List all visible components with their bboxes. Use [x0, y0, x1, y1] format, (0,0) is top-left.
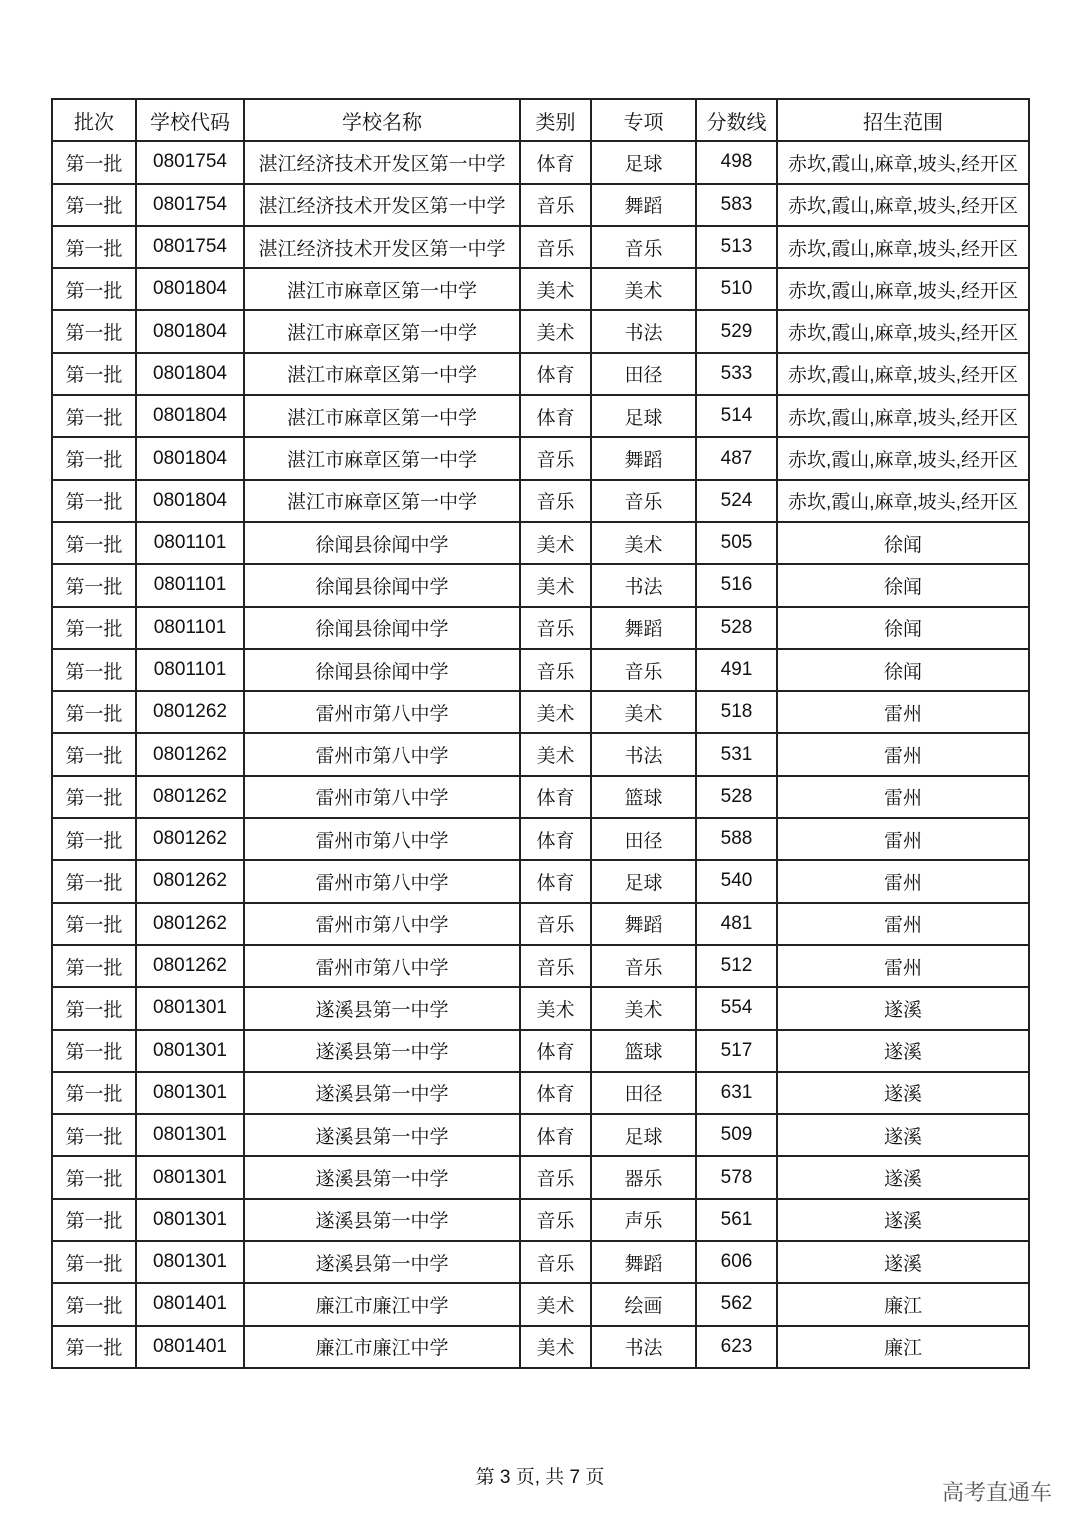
- cell-category: 音乐: [520, 945, 591, 987]
- header-enrollment-area: 招生范围: [777, 99, 1029, 141]
- cell-enrollment-area: 赤坎,霞山,麻章,坡头,经开区: [777, 480, 1029, 522]
- table-row: [52, 607, 1029, 649]
- cell-category: 音乐: [520, 607, 591, 649]
- cell-enrollment-area: 赤坎,霞山,麻章,坡头,经开区: [777, 353, 1029, 395]
- cell-school-code: 0801401: [136, 1283, 244, 1325]
- page-number: 第 3 页, 共 7 页: [475, 1467, 605, 1488]
- cell-enrollment-area: 赤坎,霞山,麻章,坡头,经开区: [777, 268, 1029, 310]
- cell-specialty: 音乐: [591, 945, 696, 987]
- cell-enrollment-area: 赤坎,霞山,麻章,坡头,经开区: [777, 310, 1029, 352]
- cell-score-line: 510: [696, 268, 777, 310]
- cell-enrollment-area: 雷州: [777, 776, 1029, 818]
- cell-score-line: 562: [696, 1283, 777, 1325]
- cell-enrollment-area: 遂溪: [777, 987, 1029, 1029]
- table-row: [52, 564, 1029, 606]
- cell-enrollment-area: 徐闻: [777, 522, 1029, 564]
- cell-school-name: 雷州市第八中学: [244, 945, 520, 987]
- cell-school-code: 0801401: [136, 1326, 244, 1368]
- cell-batch: 第一批: [52, 987, 136, 1029]
- cell-category: 音乐: [520, 226, 591, 268]
- table-row: [52, 395, 1029, 437]
- cell-category: 体育: [520, 1072, 591, 1114]
- table-row: [52, 691, 1029, 733]
- cell-school-name: 湛江市麻章区第一中学: [244, 310, 520, 352]
- cell-score-line: 588: [696, 818, 777, 860]
- cell-specialty: 足球: [591, 395, 696, 437]
- cell-batch: 第一批: [52, 607, 136, 649]
- cell-batch: 第一批: [52, 860, 136, 902]
- table-row: [52, 1114, 1029, 1156]
- cell-school-name: 徐闻县徐闻中学: [244, 649, 520, 691]
- cell-school-name: 湛江市麻章区第一中学: [244, 353, 520, 395]
- table-row: [52, 1326, 1029, 1368]
- table-row: [52, 268, 1029, 310]
- header-specialty: 专项: [591, 99, 696, 141]
- cell-school-name: 湛江经济技术开发区第一中学: [244, 184, 520, 226]
- cell-specialty: 舞蹈: [591, 607, 696, 649]
- cell-batch: 第一批: [52, 522, 136, 564]
- cell-score-line: 505: [696, 522, 777, 564]
- cell-school-code: 0801804: [136, 310, 244, 352]
- cell-specialty: 书法: [591, 564, 696, 606]
- table-row: [52, 1156, 1029, 1198]
- cell-category: 体育: [520, 818, 591, 860]
- cell-specialty: 田径: [591, 1072, 696, 1114]
- table-row: [52, 987, 1029, 1029]
- cell-batch: 第一批: [52, 141, 136, 183]
- cell-enrollment-area: 徐闻: [777, 607, 1029, 649]
- cell-category: 体育: [520, 141, 591, 183]
- cell-score-line: 606: [696, 1241, 777, 1283]
- cell-specialty: 舞蹈: [591, 437, 696, 479]
- cell-batch: 第一批: [52, 1199, 136, 1241]
- cell-school-name: 湛江市麻章区第一中学: [244, 395, 520, 437]
- cell-school-name: 遂溪县第一中学: [244, 1072, 520, 1114]
- cell-school-name: 湛江市麻章区第一中学: [244, 437, 520, 479]
- cell-school-code: 0801804: [136, 268, 244, 310]
- cell-category: 美术: [520, 1283, 591, 1325]
- cell-score-line: 528: [696, 607, 777, 649]
- header-batch: 批次: [52, 99, 136, 141]
- table-row: [52, 1283, 1029, 1325]
- header-school-code: 学校代码: [136, 99, 244, 141]
- table-row: [52, 903, 1029, 945]
- cell-specialty: 田径: [591, 818, 696, 860]
- cell-school-name: 徐闻县徐闻中学: [244, 564, 520, 606]
- cell-school-code: 0801262: [136, 733, 244, 775]
- cell-specialty: 篮球: [591, 1030, 696, 1072]
- cell-score-line: 518: [696, 691, 777, 733]
- cell-school-code: 0801301: [136, 1156, 244, 1198]
- cell-enrollment-area: 雷州: [777, 945, 1029, 987]
- cell-school-code: 0801262: [136, 860, 244, 902]
- table-row: [52, 310, 1029, 352]
- cell-school-code: 0801754: [136, 141, 244, 183]
- cell-enrollment-area: 徐闻: [777, 564, 1029, 606]
- cell-school-name: 雷州市第八中学: [244, 903, 520, 945]
- cell-specialty: 绘画: [591, 1283, 696, 1325]
- cell-score-line: 517: [696, 1030, 777, 1072]
- cell-score-line: 631: [696, 1072, 777, 1114]
- table-row: [52, 818, 1029, 860]
- cell-batch: 第一批: [52, 480, 136, 522]
- cell-score-line: 623: [696, 1326, 777, 1368]
- cell-category: 音乐: [520, 1241, 591, 1283]
- cell-batch: 第一批: [52, 395, 136, 437]
- table-row: [52, 1199, 1029, 1241]
- cell-score-line: 528: [696, 776, 777, 818]
- table-row: [52, 776, 1029, 818]
- table-header-row: [52, 99, 1029, 141]
- cell-specialty: 舞蹈: [591, 903, 696, 945]
- cell-school-code: 0801101: [136, 564, 244, 606]
- cell-batch: 第一批: [52, 564, 136, 606]
- cell-score-line: 533: [696, 353, 777, 395]
- cell-specialty: 音乐: [591, 480, 696, 522]
- cell-school-name: 湛江市麻章区第一中学: [244, 268, 520, 310]
- cell-enrollment-area: 遂溪: [777, 1156, 1029, 1198]
- cell-category: 体育: [520, 1030, 591, 1072]
- cell-category: 音乐: [520, 1199, 591, 1241]
- cell-school-name: 雷州市第八中学: [244, 860, 520, 902]
- table-row: [52, 522, 1029, 564]
- cell-specialty: 美术: [591, 691, 696, 733]
- cell-school-code: 0801301: [136, 1114, 244, 1156]
- cell-school-code: 0801804: [136, 353, 244, 395]
- cell-enrollment-area: 廉江: [777, 1326, 1029, 1368]
- cell-school-name: 湛江经济技术开发区第一中学: [244, 141, 520, 183]
- cell-category: 体育: [520, 860, 591, 902]
- cell-score-line: 514: [696, 395, 777, 437]
- cell-batch: 第一批: [52, 268, 136, 310]
- cell-school-name: 遂溪县第一中学: [244, 1114, 520, 1156]
- cell-school-name: 廉江市廉江中学: [244, 1326, 520, 1368]
- cell-school-name: 徐闻县徐闻中学: [244, 607, 520, 649]
- cell-enrollment-area: 雷州: [777, 860, 1029, 902]
- cell-school-code: 0801101: [136, 522, 244, 564]
- cell-school-name: 雷州市第八中学: [244, 691, 520, 733]
- cell-score-line: 561: [696, 1199, 777, 1241]
- cell-school-code: 0801754: [136, 226, 244, 268]
- cell-enrollment-area: 赤坎,霞山,麻章,坡头,经开区: [777, 395, 1029, 437]
- cell-score-line: 529: [696, 310, 777, 352]
- cell-enrollment-area: 雷州: [777, 818, 1029, 860]
- header-category: 类别: [520, 99, 591, 141]
- cell-specialty: 音乐: [591, 226, 696, 268]
- cell-specialty: 田径: [591, 353, 696, 395]
- cell-score-line: 513: [696, 226, 777, 268]
- cell-specialty: 足球: [591, 860, 696, 902]
- table-row: [52, 437, 1029, 479]
- cell-batch: 第一批: [52, 1030, 136, 1072]
- cell-school-name: 遂溪县第一中学: [244, 1199, 520, 1241]
- cell-batch: 第一批: [52, 818, 136, 860]
- header-school-name: 学校名称: [244, 99, 520, 141]
- cell-score-line: 554: [696, 987, 777, 1029]
- table-row: [52, 945, 1029, 987]
- header-score-line: 分数线: [696, 99, 777, 141]
- cell-enrollment-area: 廉江: [777, 1283, 1029, 1325]
- cell-score-line: 540: [696, 860, 777, 902]
- table-row: [52, 649, 1029, 691]
- cell-category: 美术: [520, 564, 591, 606]
- cell-category: 美术: [520, 987, 591, 1029]
- cell-school-code: 0801301: [136, 1241, 244, 1283]
- cell-batch: 第一批: [52, 733, 136, 775]
- cell-school-name: 遂溪县第一中学: [244, 987, 520, 1029]
- cell-school-code: 0801301: [136, 1030, 244, 1072]
- cell-batch: 第一批: [52, 903, 136, 945]
- table-row: [52, 733, 1029, 775]
- cell-enrollment-area: 遂溪: [777, 1114, 1029, 1156]
- cell-score-line: 516: [696, 564, 777, 606]
- cell-school-name: 雷州市第八中学: [244, 776, 520, 818]
- cell-category: 美术: [520, 1326, 591, 1368]
- cell-batch: 第一批: [52, 649, 136, 691]
- cell-category: 音乐: [520, 480, 591, 522]
- cell-specialty: 美术: [591, 987, 696, 1029]
- cell-specialty: 舞蹈: [591, 184, 696, 226]
- cell-score-line: 524: [696, 480, 777, 522]
- cell-score-line: 481: [696, 903, 777, 945]
- cell-score-line: 509: [696, 1114, 777, 1156]
- table-row: [52, 141, 1029, 183]
- cell-batch: 第一批: [52, 184, 136, 226]
- cell-enrollment-area: 赤坎,霞山,麻章,坡头,经开区: [777, 226, 1029, 268]
- cell-school-name: 雷州市第八中学: [244, 733, 520, 775]
- table-row: [52, 860, 1029, 902]
- cell-specialty: 书法: [591, 310, 696, 352]
- cell-enrollment-area: 遂溪: [777, 1072, 1029, 1114]
- cell-enrollment-area: 雷州: [777, 733, 1029, 775]
- cell-batch: 第一批: [52, 1283, 136, 1325]
- cell-category: 体育: [520, 1114, 591, 1156]
- cell-school-name: 湛江市麻章区第一中学: [244, 480, 520, 522]
- cell-school-code: 0801262: [136, 945, 244, 987]
- cell-enrollment-area: 遂溪: [777, 1030, 1029, 1072]
- cell-school-name: 遂溪县第一中学: [244, 1241, 520, 1283]
- cell-category: 美术: [520, 522, 591, 564]
- table-row: [52, 1241, 1029, 1283]
- table-row: [52, 1072, 1029, 1114]
- cell-school-name: 湛江经济技术开发区第一中学: [244, 226, 520, 268]
- cell-enrollment-area: 赤坎,霞山,麻章,坡头,经开区: [777, 437, 1029, 479]
- cell-school-code: 0801754: [136, 184, 244, 226]
- cell-specialty: 书法: [591, 1326, 696, 1368]
- cell-category: 体育: [520, 395, 591, 437]
- cell-batch: 第一批: [52, 1156, 136, 1198]
- cell-specialty: 舞蹈: [591, 1241, 696, 1283]
- cell-school-code: 0801262: [136, 776, 244, 818]
- table-row: [52, 1030, 1029, 1072]
- table-body: [52, 141, 1029, 1368]
- cell-school-name: 廉江市廉江中学: [244, 1283, 520, 1325]
- cell-category: 体育: [520, 353, 591, 395]
- cell-category: 美术: [520, 268, 591, 310]
- cell-category: 美术: [520, 691, 591, 733]
- cell-batch: 第一批: [52, 353, 136, 395]
- cell-category: 音乐: [520, 1156, 591, 1198]
- cell-school-name: 遂溪县第一中学: [244, 1156, 520, 1198]
- cell-school-code: 0801301: [136, 1199, 244, 1241]
- cell-school-code: 0801262: [136, 818, 244, 860]
- cell-batch: 第一批: [52, 1114, 136, 1156]
- cell-category: 美术: [520, 733, 591, 775]
- cell-school-code: 0801804: [136, 437, 244, 479]
- cell-specialty: 声乐: [591, 1199, 696, 1241]
- cell-score-line: 578: [696, 1156, 777, 1198]
- cell-specialty: 音乐: [591, 649, 696, 691]
- cell-batch: 第一批: [52, 945, 136, 987]
- cell-category: 音乐: [520, 437, 591, 479]
- cell-school-name: 徐闻县徐闻中学: [244, 522, 520, 564]
- cell-category: 音乐: [520, 903, 591, 945]
- cell-specialty: 书法: [591, 733, 696, 775]
- cell-enrollment-area: 徐闻: [777, 649, 1029, 691]
- cell-school-code: 0801262: [136, 691, 244, 733]
- table-row: [52, 353, 1029, 395]
- cell-score-line: 583: [696, 184, 777, 226]
- cell-school-code: 0801804: [136, 480, 244, 522]
- cell-category: 美术: [520, 310, 591, 352]
- cell-specialty: 美术: [591, 268, 696, 310]
- cell-score-line: 487: [696, 437, 777, 479]
- cell-school-code: 0801262: [136, 903, 244, 945]
- cell-school-code: 0801301: [136, 1072, 244, 1114]
- cell-school-code: 0801101: [136, 607, 244, 649]
- table-row: [52, 226, 1029, 268]
- cell-batch: 第一批: [52, 1241, 136, 1283]
- cell-school-name: 遂溪县第一中学: [244, 1030, 520, 1072]
- cell-batch: 第一批: [52, 310, 136, 352]
- cell-category: 音乐: [520, 649, 591, 691]
- cell-specialty: 器乐: [591, 1156, 696, 1198]
- cell-specialty: 足球: [591, 141, 696, 183]
- cell-category: 体育: [520, 776, 591, 818]
- cell-school-code: 0801301: [136, 987, 244, 1029]
- cell-specialty: 篮球: [591, 776, 696, 818]
- cell-enrollment-area: 雷州: [777, 691, 1029, 733]
- cell-school-code: 0801804: [136, 395, 244, 437]
- cell-score-line: 498: [696, 141, 777, 183]
- cell-batch: 第一批: [52, 1326, 136, 1368]
- cell-school-code: 0801101: [136, 649, 244, 691]
- cell-score-line: 531: [696, 733, 777, 775]
- cell-enrollment-area: 遂溪: [777, 1199, 1029, 1241]
- cell-batch: 第一批: [52, 691, 136, 733]
- cell-batch: 第一批: [52, 776, 136, 818]
- cell-score-line: 491: [696, 649, 777, 691]
- cell-specialty: 足球: [591, 1114, 696, 1156]
- cell-batch: 第一批: [52, 437, 136, 479]
- cell-batch: 第一批: [52, 226, 136, 268]
- cell-enrollment-area: 赤坎,霞山,麻章,坡头,经开区: [777, 184, 1029, 226]
- cell-score-line: 512: [696, 945, 777, 987]
- cell-category: 音乐: [520, 184, 591, 226]
- table-row: [52, 480, 1029, 522]
- watermark: 高考直通车: [941, 1480, 1052, 1505]
- table-row: [52, 184, 1029, 226]
- cell-batch: 第一批: [52, 1072, 136, 1114]
- admission-score-table: [51, 98, 1030, 1369]
- cell-school-name: 雷州市第八中学: [244, 818, 520, 860]
- cell-enrollment-area: 雷州: [777, 903, 1029, 945]
- cell-enrollment-area: 遂溪: [777, 1241, 1029, 1283]
- cell-specialty: 美术: [591, 522, 696, 564]
- cell-enrollment-area: 赤坎,霞山,麻章,坡头,经开区: [777, 141, 1029, 183]
